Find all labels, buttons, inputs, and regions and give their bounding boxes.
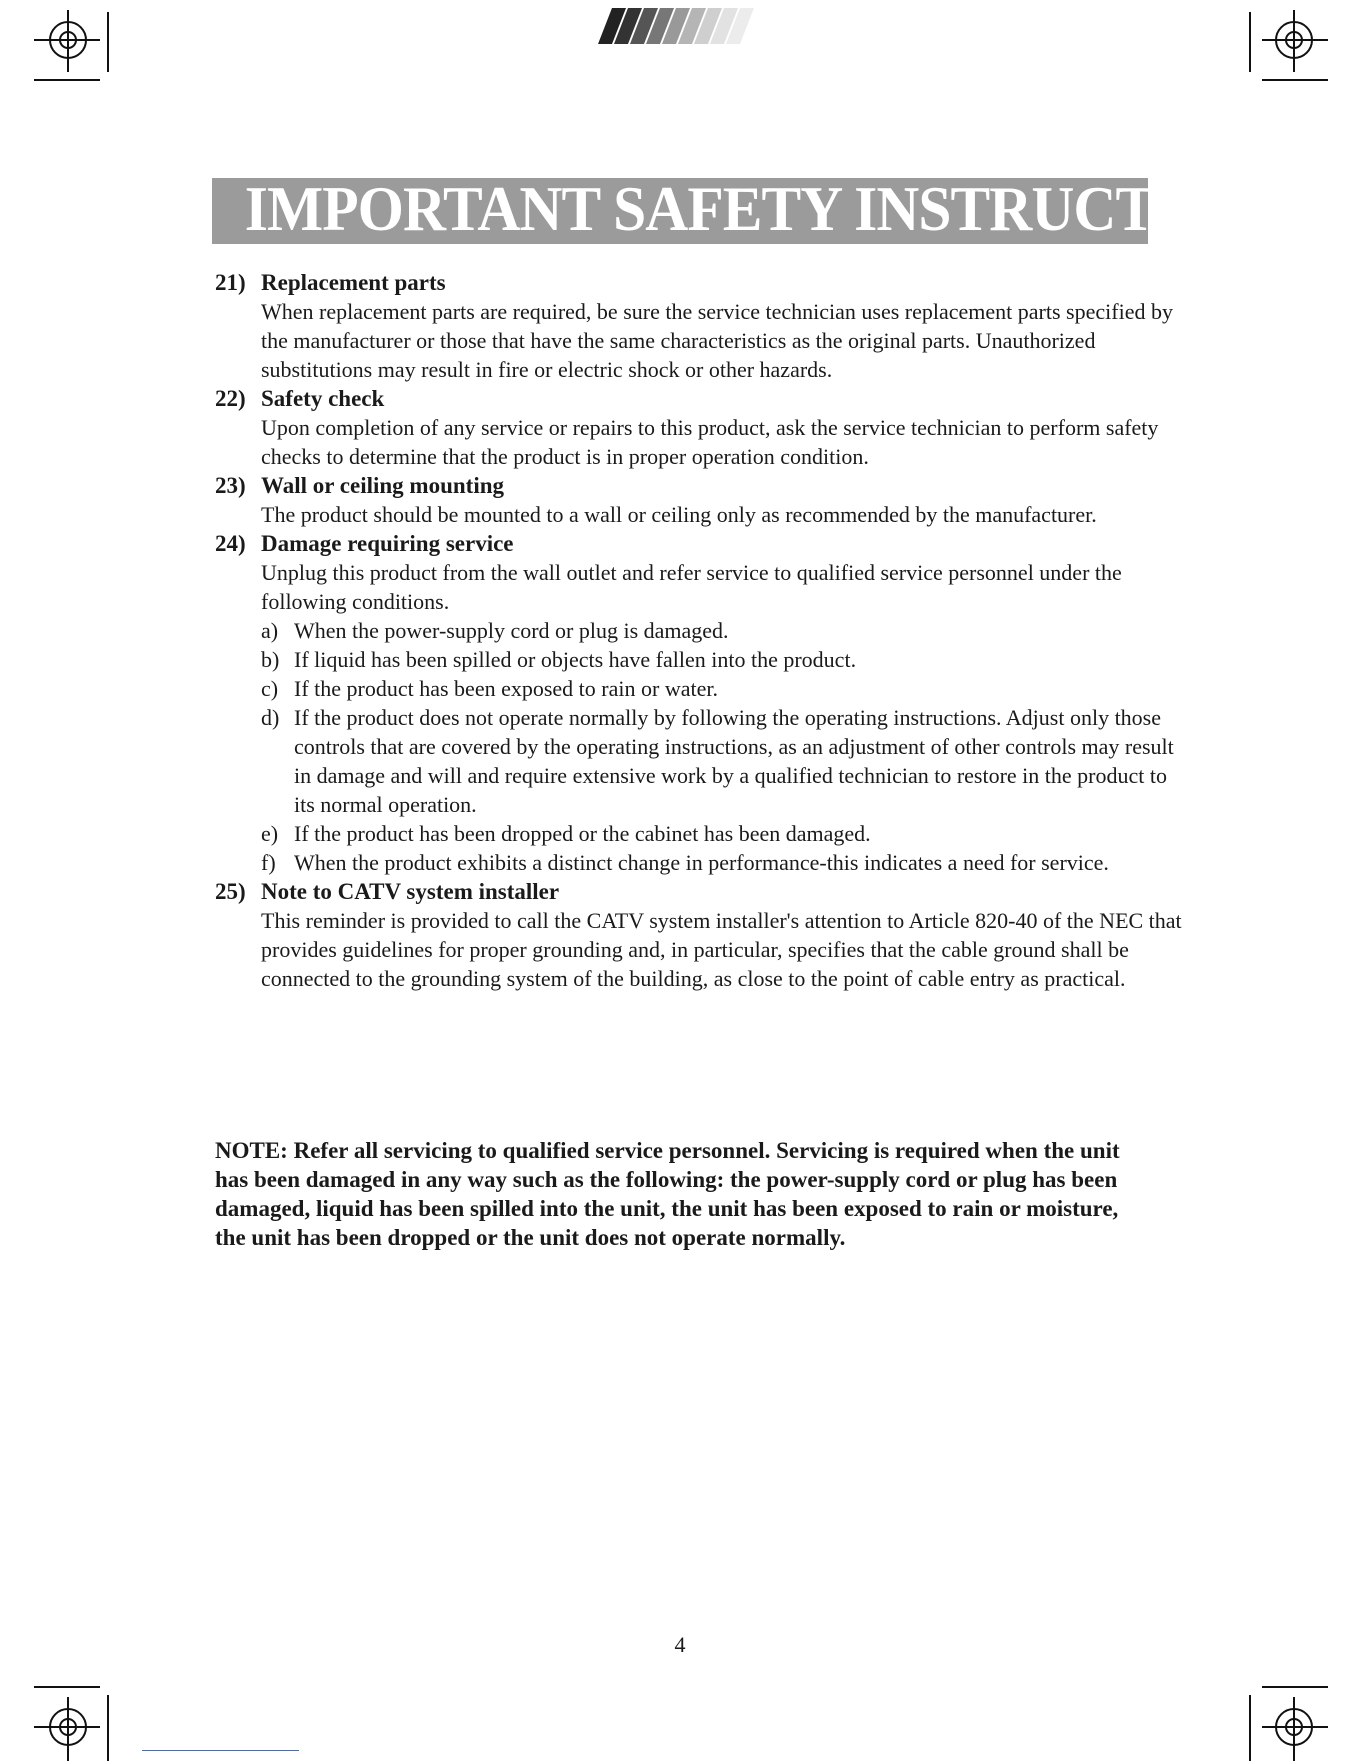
list-item-label: e) <box>261 821 279 846</box>
list-item <box>261 616 1185 645</box>
section-safety-check <box>215 384 1185 471</box>
footer-rule <box>142 1750 299 1751</box>
list-item-text: If the product does not operate normally by following the operating instructions. Adjust only those controls that are covered by the operating instructions, as an adjustment of other controls may result in damage and will and require extensive work by a qualified technician to restore in the product to its normal operation. <box>294 705 1174 817</box>
section-number: 22) <box>215 386 246 411</box>
list-item-label: f) <box>261 850 276 875</box>
condition-list <box>261 616 1185 877</box>
page-title: IMPORTANT SAFETY INSTRUCTION <box>244 173 1264 244</box>
list-item <box>261 645 1185 674</box>
instructions-list <box>215 268 1185 993</box>
section-number: 23) <box>215 473 246 498</box>
header-chevrons-icon <box>598 6 758 46</box>
section-body: Upon completion of any service or repairs to this product, ask the service technician to perform safety checks to determine that the product is in proper operation condition. <box>261 415 1159 469</box>
section-number: 24) <box>215 531 246 556</box>
registration-mark-bottom-left-icon <box>28 1681 118 1761</box>
list-item-label: c) <box>261 676 279 701</box>
section-title: Note to CATV system installer <box>261 879 560 904</box>
section-catv-installer-note <box>215 877 1185 993</box>
registration-mark-bottom-right-icon <box>1244 1681 1334 1761</box>
list-item-text: If liquid has been spilled or objects have fallen into the product. <box>294 647 857 672</box>
list-item-label: d) <box>261 705 280 730</box>
servicing-note: NOTE: Refer all servicing to qualified service personnel. Servicing is required when the unit has been damaged in any way such as the following: the power-supply cord or plug has been damaged, liquid has been spilled into the unit, the unit has been exposed to rain or moisture, the unit has been dropped or the unit does not operate normally. <box>215 1138 1120 1250</box>
section-damage-requiring-service <box>215 529 1185 877</box>
list-item <box>261 703 1185 819</box>
list-item-text: If the product has been dropped or the cabinet has been damaged. <box>294 821 871 846</box>
list-item-text: When the power-supply cord or plug is damaged. <box>294 618 729 643</box>
section-title: Replacement parts <box>261 270 446 295</box>
section-number: 25) <box>215 879 246 904</box>
section-title: Damage requiring service <box>261 531 514 556</box>
page-number: 4 <box>674 1632 686 1657</box>
section-title: Wall or ceiling mounting <box>261 473 505 498</box>
registration-mark-top-right-icon <box>1244 6 1334 86</box>
list-item <box>261 674 1185 703</box>
section-body: Unplug this product from the wall outlet and refer service to qualified service personnel under the following conditions. <box>261 560 1122 614</box>
section-title: Safety check <box>261 386 385 411</box>
section-replacement-parts <box>215 268 1185 384</box>
list-item <box>261 848 1185 877</box>
section-body: This reminder is provided to call the CATV system installer's attention to Article 820-40 of the NEC that provides guidelines for proper grounding and, in particular, specifies that the cable ground shall be connected to the grounding system of the building, as close to the point of cable entry as practical. <box>261 908 1182 991</box>
list-item-label: a) <box>261 618 279 643</box>
section-wall-ceiling-mounting <box>215 471 1185 529</box>
list-item-label: b) <box>261 647 280 672</box>
registration-mark-top-left-icon <box>28 6 118 86</box>
list-item-text: When the product exhibits a distinct change in performance-this indicates a need for service. <box>294 850 1109 875</box>
section-body: When replacement parts are required, be sure the service technician uses replacement parts specified by the manufacturer or those that have the same characteristics as the original parts. Unauthorized substitutions may result in fire or electric shock or other hazards. <box>261 299 1173 382</box>
list-item-text: If the product has been exposed to rain or water. <box>294 676 718 701</box>
section-body: The product should be mounted to a wall or ceiling only as recommended by the manufacturer. <box>261 502 1097 527</box>
section-number: 21) <box>215 270 246 295</box>
list-item <box>261 819 1185 848</box>
